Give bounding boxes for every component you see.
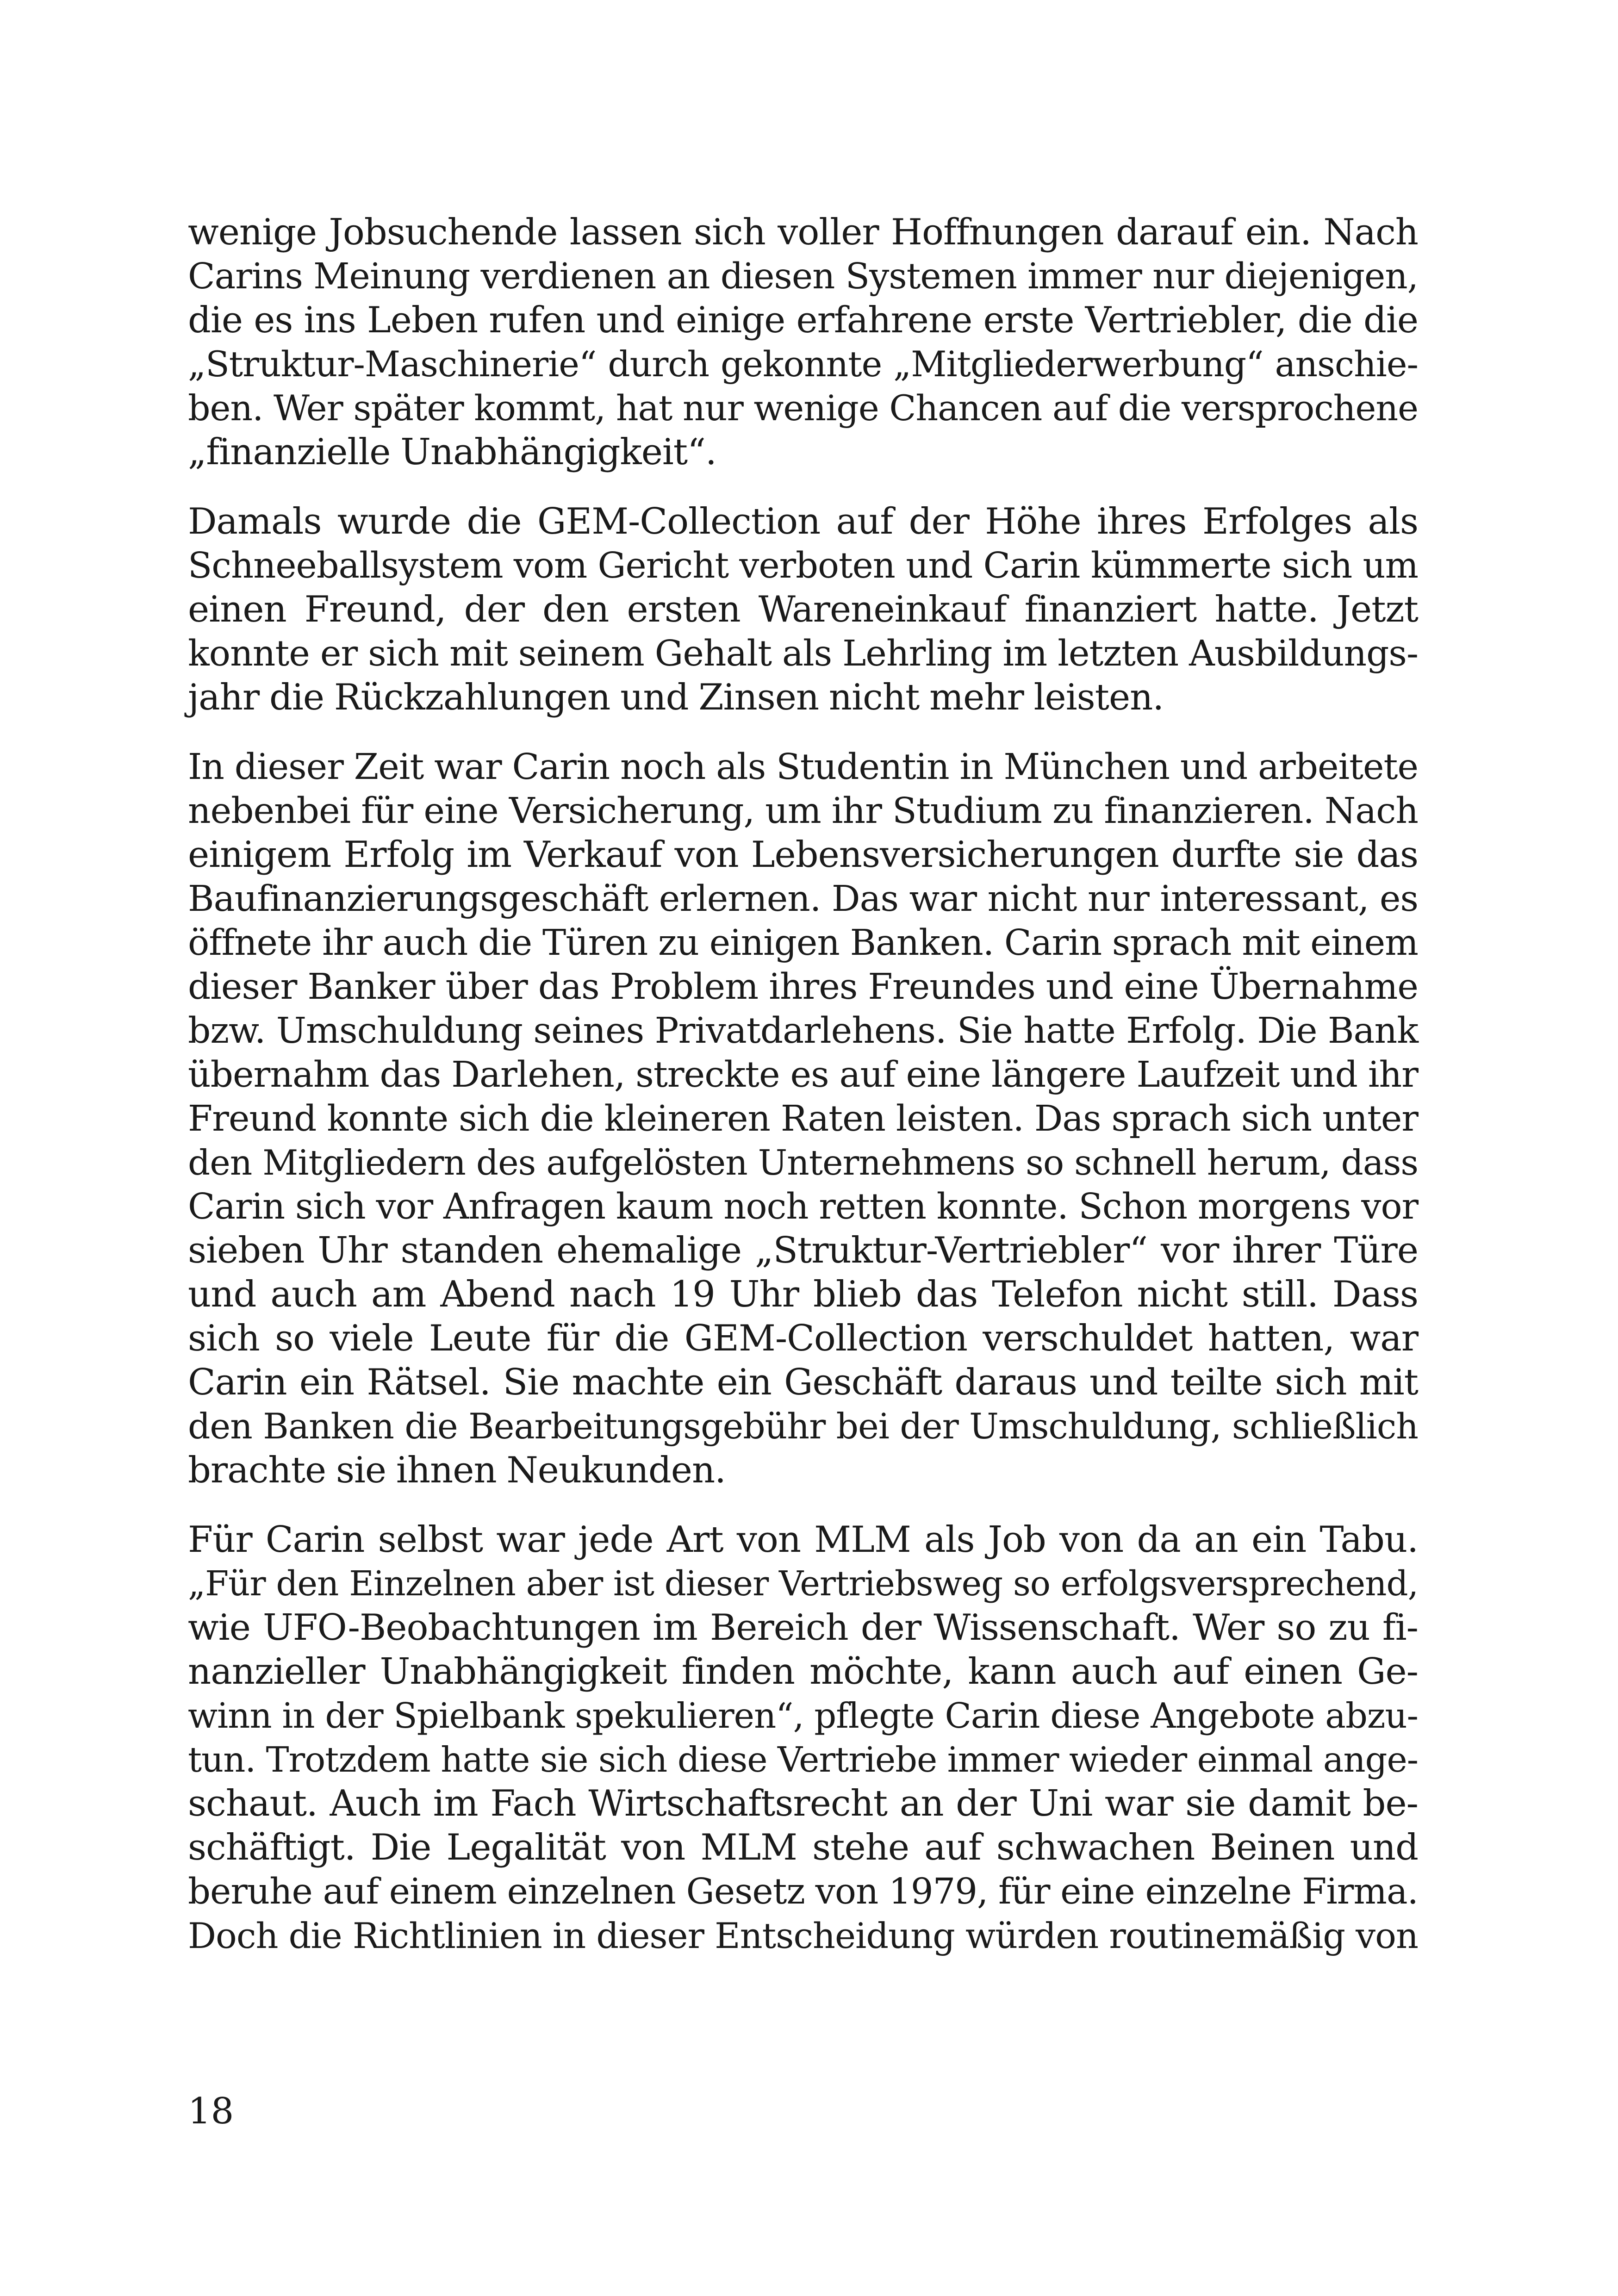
text-line: den Mitgliedern des aufgelösten Unternehmens so schnell herum, dass <box>188 1142 1418 1183</box>
text-line: In dieser Zeit war Carin noch als Studentin in München und arbeitete <box>188 747 1418 788</box>
text-line: ben. Wer später kommt, hat nur wenige Chancen auf die versprochene <box>188 388 1418 429</box>
text-line: und auch am Abend nach 19 Uhr blieb das Telefon nicht still. Dass <box>188 1274 1418 1315</box>
text-line: „Struktur-Maschinerie“ durch gekonnte „Mitgliederwerbung“ anschie- <box>188 344 1418 385</box>
text-line: schaut. Auch im Fach Wirtschaftsrecht an der Uni war sie damit be- <box>188 1783 1418 1824</box>
text-line: dieser Banker über das Problem ihres Freundes und eine Übernahme <box>188 966 1418 1008</box>
text-line: brachte sie ihnen Neukunden. <box>188 1450 726 1491</box>
text-line: Baufinanzierungsgeschäft erlernen. Das war nicht nur interessant, es <box>188 878 1418 920</box>
text-line: übernahm das Darlehen, streckte es auf eine längere Laufzeit und ihr <box>188 1054 1418 1095</box>
text-line: wie UFO-Beobachtungen im Bereich der Wissenschaft. Wer so zu fi- <box>188 1607 1418 1649</box>
text-line: die es ins Leben rufen und einige erfahrene erste Vertriebler, die die <box>188 299 1418 341</box>
text-line: wenige Jobsuchende lassen sich voller Hoffnungen darauf ein. Nach <box>188 212 1418 253</box>
paragraph-3 <box>188 745 1418 1493</box>
text-line: tun. Trotzdem hatte sie sich diese Vertriebe immer wieder einmal ange- <box>188 1740 1418 1780</box>
text-line: den Banken die Bearbeitungsgebühr bei der Umschuldung, schließlich <box>188 1406 1418 1447</box>
text-line: Carin ein Rätsel. Sie machte ein Geschäft daraus und teilte sich mit <box>188 1362 1418 1403</box>
paragraph-1 <box>188 211 1418 474</box>
text-line: jahr die Rückzahlungen und Zinsen nicht mehr leisten. <box>188 677 1164 718</box>
text-line: öffnete ihr auch die Türen zu einigen Banken. Carin sprach mit einem <box>188 922 1418 964</box>
text-line: Damals wurde die GEM-Collection auf der Höhe ihres Erfolges als <box>188 501 1418 542</box>
text-line: Doch die Richtlinien in dieser Entscheidung würden routinemäßig von <box>188 1915 1418 1956</box>
text-line: konnte er sich mit seinem Gehalt als Lehrling im letzten Ausbildungs- <box>188 633 1418 674</box>
text-line: Freund konnte sich die kleineren Raten leisten. Das sprach sich unter <box>188 1098 1418 1139</box>
page-number: 18 <box>188 2091 234 2132</box>
text-line: einen Freund, der den ersten Wareneinkauf finanziert hatte. Jetzt <box>188 589 1418 630</box>
text-line: einigem Erfolg im Verkauf von Lebensversicherungen durfte sie das <box>188 834 1418 876</box>
paragraph-4 <box>188 1518 1418 1958</box>
text-line: Carin sich vor Anfragen kaum noch retten konnte. Schon morgens vor <box>188 1186 1418 1227</box>
text-line: sieben Uhr standen ehemalige „Struktur-Vertriebler“ vor ihrer Türe <box>188 1230 1418 1271</box>
text-line: „Für den Einzelnen aber ist dieser Vertriebsweg so erfolgsversprechend, <box>188 1564 1418 1604</box>
text-line: nanzieller Unabhängigkeit finden möchte, kann auch auf einen Ge- <box>188 1651 1418 1692</box>
text-line: Schneeballsystem vom Gericht verboten und Carin kümmerte sich um <box>188 545 1418 586</box>
text-line: winn in der Spielbank spekulieren“, pflegte Carin diese Angebote abzu- <box>188 1695 1418 1736</box>
paragraph-2 <box>188 500 1418 720</box>
body-text <box>188 211 1418 1983</box>
text-line: „finanzielle Unabhängigkeit“. <box>188 431 716 473</box>
text-line: schäftigt. Die Legalität von MLM stehe auf schwachen Beinen und <box>188 1827 1418 1868</box>
text-line: sich so viele Leute für die GEM-Collection verschuldet hatten, war <box>188 1318 1418 1359</box>
text-line: bzw. Umschuldung seines Privatdarlehens. Sie hatte Erfolg. Die Bank <box>188 1010 1418 1052</box>
text-line: beruhe auf einem einzelnen Gesetz von 1979, für eine einzelne Firma. <box>188 1871 1418 1912</box>
text-line: nebenbei für eine Versicherung, um ihr Studium zu finanzieren. Nach <box>188 790 1418 832</box>
text-line: Für Carin selbst war jede Art von MLM als Job von da an ein Tabu. <box>188 1519 1418 1561</box>
text-line: Carins Meinung verdienen an diesen Systemen immer nur diejenigen, <box>188 256 1418 297</box>
